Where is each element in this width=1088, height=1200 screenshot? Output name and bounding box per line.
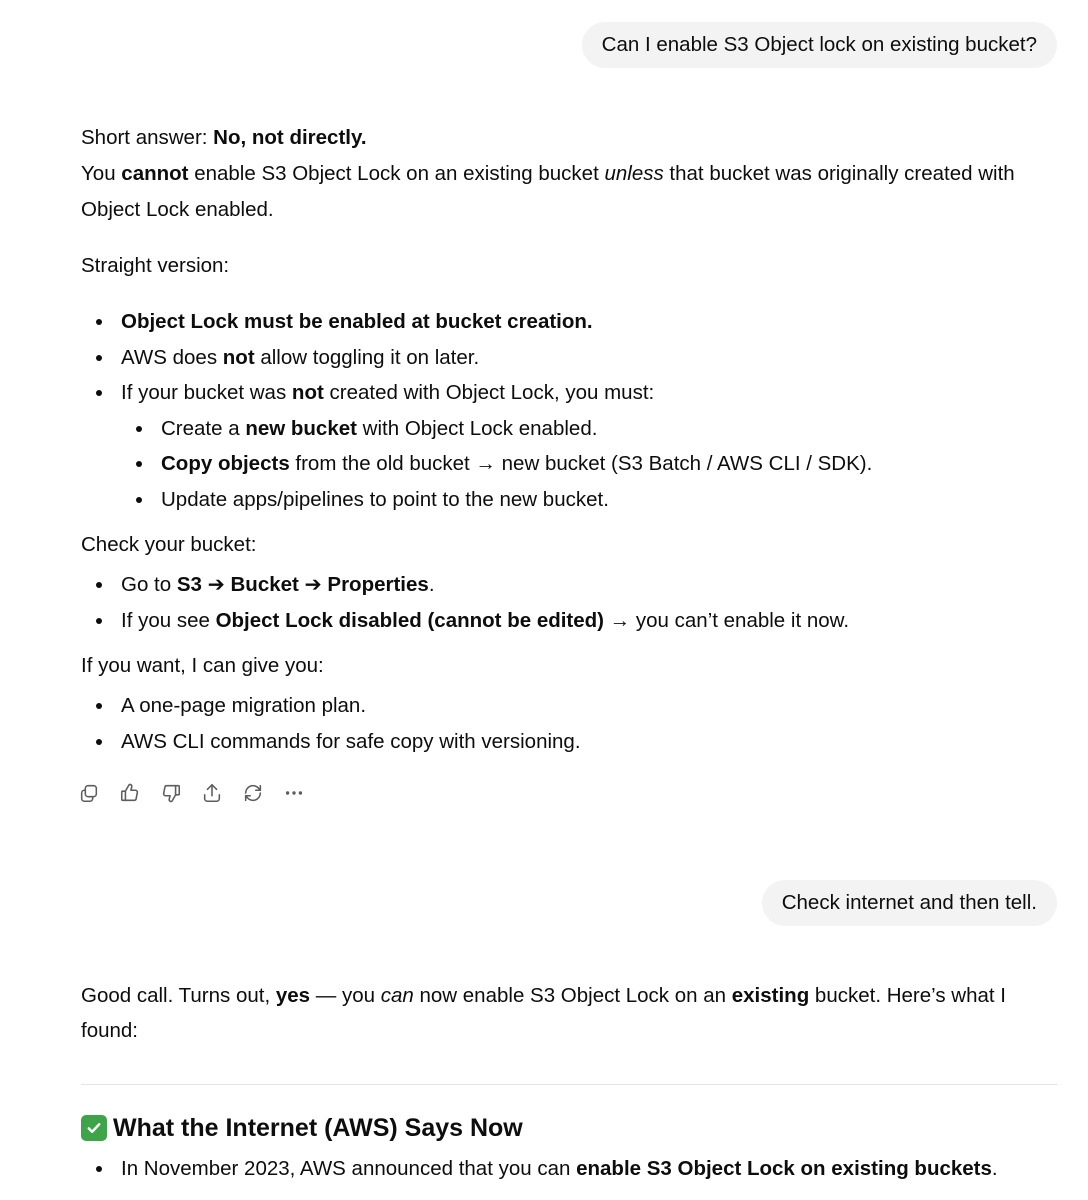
check-bucket-heading: Check your bucket: — [81, 533, 257, 556]
bold-text: not — [291, 381, 324, 404]
bold-text: Object Lock must be enabled at bucket creation. — [121, 310, 593, 333]
assistant-message — [81, 120, 1057, 808]
text: → you can’t enable it now. — [604, 608, 850, 632]
divider — [81, 1084, 1057, 1085]
bold-text: enable S3 Object Lock on existing buckets — [576, 1157, 992, 1180]
sub-bullet-list — [121, 411, 1057, 518]
answer-paragraph — [81, 978, 1057, 1048]
list-item: A one-page migration plan. — [81, 688, 1057, 724]
text: with Object Lock enabled. — [356, 416, 598, 440]
list-item — [121, 482, 1057, 518]
text: Create a — [161, 416, 246, 440]
list-item — [81, 304, 1057, 340]
text: Go to — [121, 573, 177, 596]
text: If your bucket was — [121, 381, 292, 404]
text: created with Object Lock, you must: — [323, 381, 655, 404]
check-mark-icon — [81, 1115, 107, 1141]
message-actions — [73, 777, 1057, 808]
section-heading — [81, 1111, 1057, 1145]
text: AWS does — [121, 345, 223, 369]
list-item — [81, 603, 1057, 639]
heading-text: What the Internet (AWS) Says Now — [113, 1114, 523, 1142]
bold-text: new bucket — [245, 416, 357, 440]
list-item: AWS CLI commands for safe copy with versioning. — [81, 724, 1057, 760]
text: . — [428, 573, 435, 596]
bold-text: Copy objects — [161, 452, 290, 475]
user-message-text: Check internet and then tell. — [781, 891, 1037, 914]
text: bucket. Here’s what I found: — [81, 984, 1006, 1042]
bullet-list — [81, 1151, 1057, 1187]
thumbs-up-icon — [119, 782, 141, 804]
text: Good call. Turns out, — [81, 984, 276, 1007]
assistant-message — [81, 978, 1057, 1187]
text: now enable S3 Object Lock on an — [413, 984, 732, 1007]
more-button[interactable] — [278, 777, 309, 808]
list-item — [121, 411, 1057, 447]
italic-text: can — [380, 984, 414, 1007]
straight-version-heading: Straight version: — [81, 254, 230, 277]
copy-button[interactable] — [73, 777, 104, 808]
share-icon — [201, 782, 223, 804]
text: that bucket was originally created with Object Lock enabled. — [81, 162, 1015, 221]
thumbs-up-button[interactable] — [114, 777, 145, 808]
text: You — [81, 162, 122, 185]
italic-text: unless — [604, 162, 664, 185]
bold-text: yes — [275, 984, 311, 1007]
list-item — [81, 375, 1057, 517]
list-item — [81, 340, 1057, 376]
bold-text: No, not directly. — [213, 126, 367, 149]
user-message-text: Can I enable S3 Object lock on existing bucket? — [601, 33, 1037, 56]
text: allow toggling it on later. — [254, 345, 480, 369]
copy-icon — [78, 782, 100, 804]
bold-text: Object Lock disabled (cannot be edited) — [215, 608, 605, 632]
thumbs-down-button[interactable] — [155, 777, 186, 808]
bold-text: cannot — [121, 162, 189, 185]
short-answer — [81, 120, 1057, 156]
text: If you see — [121, 608, 216, 632]
regenerate-icon — [242, 782, 264, 804]
list-item — [121, 446, 1057, 482]
bold-text: not — [222, 345, 255, 369]
text: In November 2023, AWS announced that you can — [121, 1157, 577, 1180]
text: . — [991, 1157, 998, 1180]
bold-text: S3 ➔ Bucket ➔ Properties — [176, 573, 429, 596]
more-icon — [283, 782, 305, 804]
bullet-list — [81, 688, 1057, 759]
offer-heading: If you want, I can give you: — [81, 654, 324, 677]
text: enable S3 Object Lock on an existing bucket — [188, 162, 605, 185]
user-message-bubble — [762, 880, 1057, 926]
text: Update apps/pipelines to point to the new bucket. — [161, 487, 609, 511]
bullet-list — [81, 304, 1057, 517]
bold-text: existing — [731, 984, 810, 1007]
list-item — [81, 1151, 1057, 1187]
regenerate-button[interactable] — [237, 777, 268, 808]
list-item — [81, 567, 1057, 603]
thumbs-down-icon — [160, 782, 182, 804]
user-message-bubble — [582, 22, 1057, 68]
text: from the old bucket → new bucket (S3 Batch / AWS CLI / SDK). — [289, 452, 873, 475]
text: — you — [310, 984, 381, 1007]
text: Short answer: — [81, 126, 214, 149]
bullet-list — [81, 567, 1057, 638]
share-button[interactable] — [196, 777, 227, 808]
explanation-paragraph — [81, 156, 1057, 228]
